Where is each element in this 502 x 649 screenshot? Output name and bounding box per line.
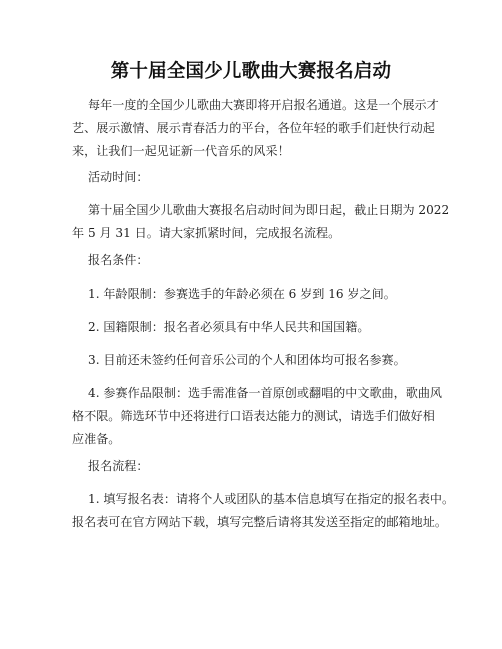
condition-item-4 <box>72 382 444 451</box>
text-line: 3. 目前还未签约任何音乐公司的个人和团体均可报名参赛。 <box>88 353 406 367</box>
text-line: 年 5 月 31 日。请大家抓紧时间，完成报名流程。 <box>72 226 341 240</box>
condition-item-2 <box>72 316 444 339</box>
text-line: 每年一度的全国少儿歌曲大赛即将开启报名通道。这是一个展示才 <box>88 98 439 112</box>
condition-item-1 <box>72 283 444 306</box>
text-line: 1. 填写报名表：请将个人或团队的基本信息填写在指定的报名表中。 <box>88 492 455 506</box>
condition-item-3 <box>72 349 444 372</box>
intro-paragraph <box>72 94 444 163</box>
text-line: 格不限。筛选环节中还将进行口语表达能力的测试，请选手们做好相 <box>72 409 435 423</box>
text-line: 第十届全国少儿歌曲大赛报名启动时间为即日起，截止日期为 2022 <box>88 203 450 217</box>
time-heading <box>72 166 444 189</box>
document-title: 第十届全国少儿歌曲大赛报名启动 <box>110 61 392 82</box>
text-line: 报名表可在官方网站下载，填写完整后请将其发送至指定的邮箱地址。 <box>72 515 447 529</box>
process-item-1 <box>72 488 455 534</box>
time-paragraph <box>72 199 450 245</box>
text-line: 活动时间： <box>88 170 149 184</box>
text-line: 2. 国籍限制：报名者必须具有中华人民共和国国籍。 <box>88 320 370 334</box>
text-line: 来，让我们一起见证新一代音乐的风采！ <box>72 144 290 158</box>
text-line: 4. 参赛作品限制：选手需准备一首原创或翻唱的中文歌曲，歌曲风 <box>88 386 443 400</box>
text-line: 报名条件： <box>88 253 149 267</box>
process-heading <box>72 455 444 478</box>
text-line: 1. 年龄限制：参赛选手的年龄必须在 6 岁到 16 岁之间。 <box>88 287 396 301</box>
conditions-heading <box>72 249 444 272</box>
text-line: 应准备。 <box>72 432 121 446</box>
text-line: 报名流程： <box>88 459 149 473</box>
text-line: 艺、展示激情、展示青春活力的平台，各位年轻的歌手们赶快行动起 <box>72 121 435 135</box>
